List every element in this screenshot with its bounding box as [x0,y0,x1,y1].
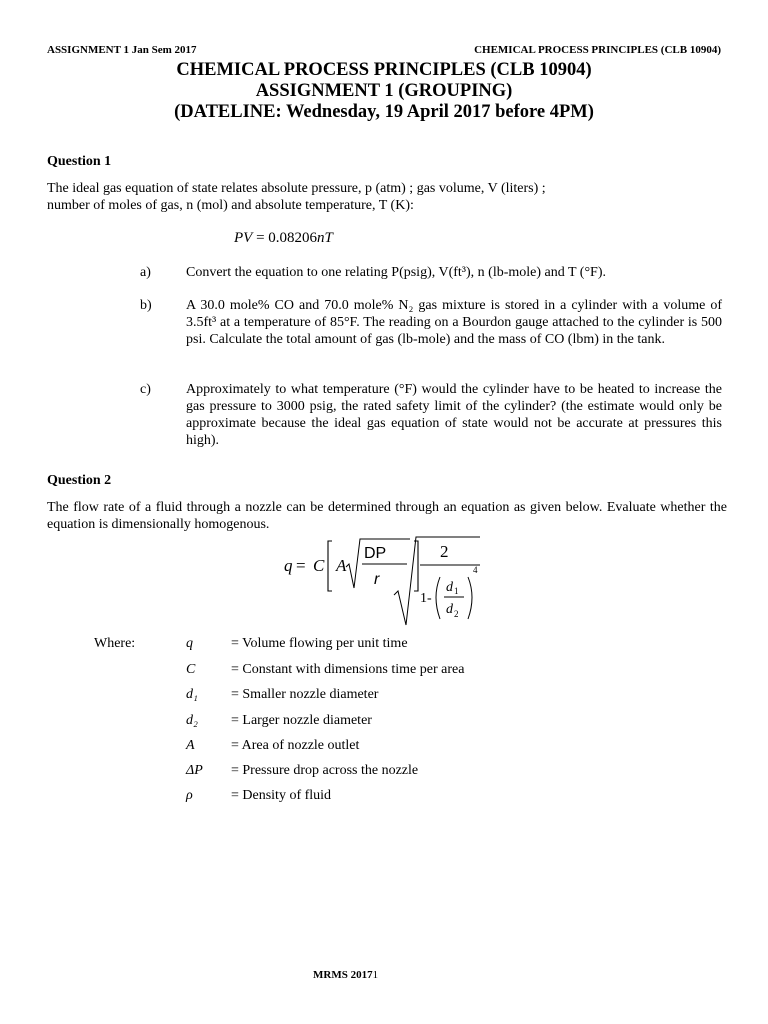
formula-rho: r [374,571,380,588]
formula-left-bracket [328,541,332,591]
ideal-gas-equation [234,230,333,247]
definition-symbol: ΔP [186,763,203,778]
question1-intro-line2: number of moles of gas, n (mol) and absolute temperature, T (K): [47,198,414,213]
header-right: CHEMICAL PROCESS PRINCIPLES (CLB 10904) [474,44,721,56]
where-label: Where: [94,636,136,651]
page-number: 1 [372,969,379,981]
definition-text: = Area of nozzle outlet [231,738,360,753]
item-text: A 30.0 mole% CO and 70.0 mole% N₂ gas mixture is stored in a cylinder with a volume of 3.5ft³ at a temperature of 85°F. The reading on a Bourdon gauge attached to the cylinder is 500 psi. Calculate the total amount of gas (lb-mole) and the mass of CO (lbm) in the tank. [186,298,722,347]
definition-text: = Volume flowing per unit time [231,636,408,651]
formula-equals: = [296,556,306,575]
definition-text: = Larger nozzle diameter [231,713,372,728]
equation-constant: = 0.08206 [252,230,318,246]
formula-A: A [336,556,347,575]
equation-lhs: PV [234,230,253,246]
equation-rhs: nT [317,230,333,246]
formula-delta-p: DP [364,545,387,562]
title-course: CHEMICAL PROCESS PRINCIPLES (CLB 10904) [176,60,592,80]
nozzle-flow-formula [280,533,490,628]
formula-d2: d [446,602,453,617]
definition-text: = Density of fluid [231,788,332,803]
title-assignment: ASSIGNMENT 1 (GROUPING) [255,81,513,101]
formula-left-paren [436,577,440,619]
formula-outer-sqrt [394,537,480,625]
question2-heading: Question 2 [47,473,112,488]
formula-q: q [284,556,293,575]
definition-symbol: d₁ [186,687,198,702]
formula-exponent: 4 [473,565,478,575]
formula-right-paren [468,577,472,619]
question1-intro-line1: The ideal gas equation of state relates absolute pressure, p (atm) ; gas volume, V (liters) ; [47,181,546,196]
formula-one-minus: 1- [420,591,432,606]
item-label: c) [140,382,151,397]
footer-text: MRMS 2017 [313,969,373,981]
item-label: a) [140,265,151,280]
formula-d1: d [446,580,453,595]
question2-intro: The flow rate of a fluid through a nozzle can be determined through an equation as given below. Evaluate whether the equation is dimensionally homogenous. [47,500,727,532]
definition-symbol: C [186,662,196,677]
item-text: Approximately to what temperature (°F) would the cylinder have to be heated to increase the gas pressure to 3000 psig, the rated safety limit of the cylinder? (the estimate would only be approximate because the ideal gas equation of state would not be accurate at pressures this high). [186,382,722,448]
definition-text: = Smaller nozzle diameter [231,687,379,702]
definition-text: = Pressure drop across the nozzle [231,763,419,778]
title-dateline: (DATELINE: Wednesday, 19 April 2017 before 4PM) [174,102,594,122]
page-footer [313,969,378,981]
definition-symbol: q [186,636,193,651]
item-text: Convert the equation to one relating P(psig), V(ft³), n (lb-mole) and T (°F). [186,265,606,280]
definition-text: = Constant with dimensions time per area [231,662,465,677]
formula-two: 2 [440,542,449,561]
question1-heading: Question 1 [47,154,112,169]
definition-symbol: ρ [186,788,193,803]
item-label: b) [140,298,152,313]
title-block [0,60,768,123]
formula-d1-sub: 1 [454,586,459,596]
formula-d2-sub: 2 [454,609,459,619]
formula-C: C [313,556,325,575]
formula-svg [280,533,490,628]
definition-symbol: d₂ [186,713,198,728]
definition-symbol: A [186,738,195,753]
header-left: ASSIGNMENT 1 Jan Sem 2017 [47,44,197,56]
